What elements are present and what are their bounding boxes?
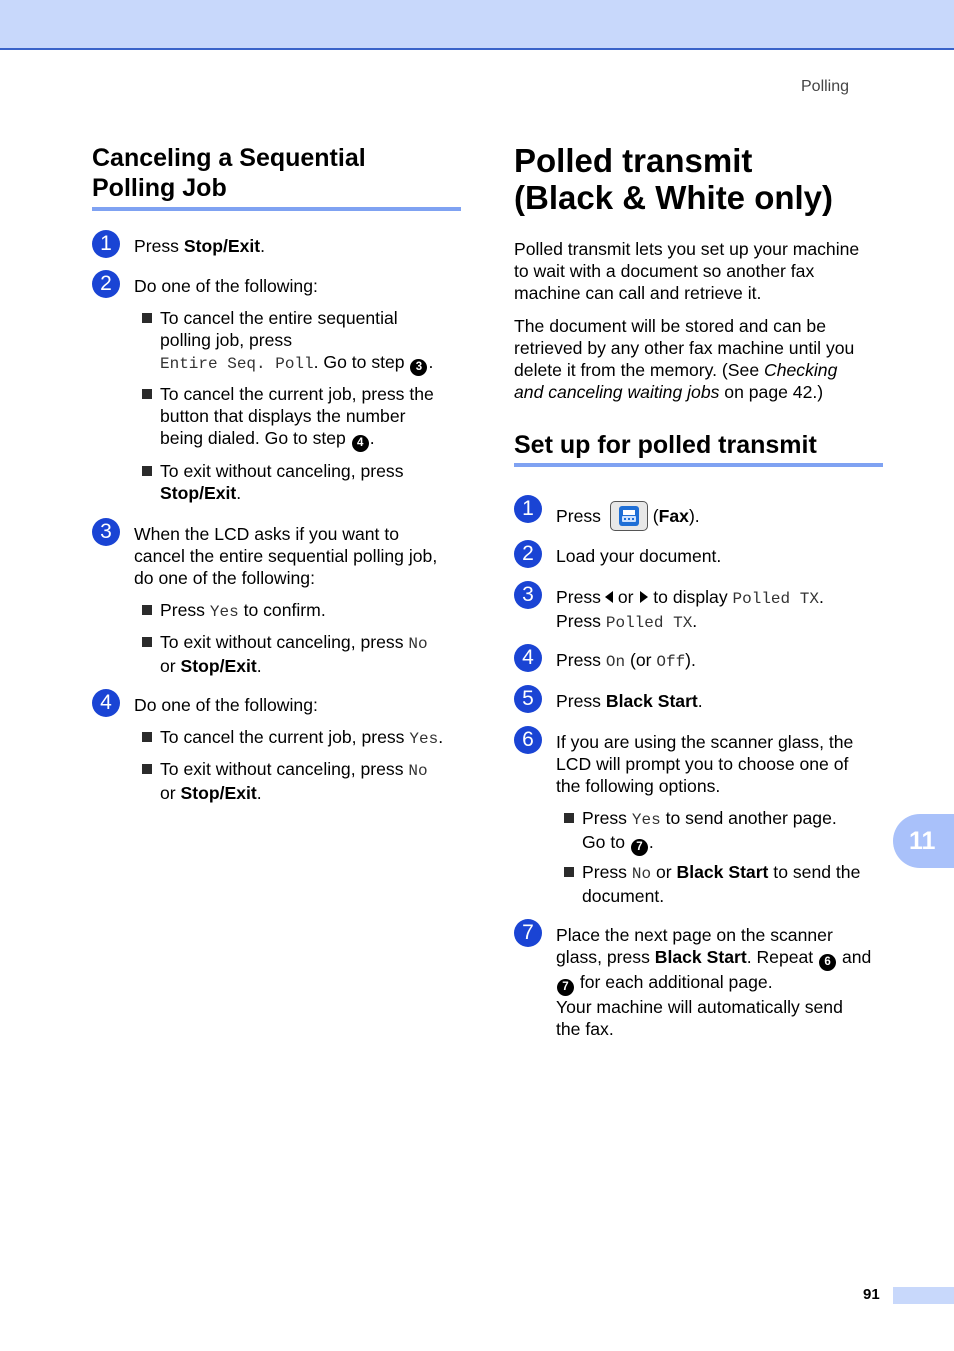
chapter-tab: 11 xyxy=(893,814,954,868)
step-number: 3 xyxy=(514,581,542,609)
section-rule xyxy=(92,207,461,211)
bullet-square xyxy=(142,764,152,774)
step-text: Load your document. xyxy=(556,546,722,566)
step-number: 2 xyxy=(92,270,120,298)
storage-paragraph: The document will be stored and can be retrieved by any other fax machine until you delete it from the memory. (See Checking and canceling waiting jobs on page 42.) xyxy=(514,316,855,402)
bullet-square xyxy=(564,867,574,877)
top-banner xyxy=(0,0,954,50)
step-text: Do one of the following: xyxy=(134,695,318,715)
step-text: Press or to display Polled TX. Press Polled TX. xyxy=(556,587,824,632)
step-number: 2 xyxy=(514,540,542,568)
step-text: Press Stop/Exit. xyxy=(134,236,266,256)
step-number: 6 xyxy=(514,726,542,754)
bullet-square xyxy=(142,605,152,615)
running-head: Polling xyxy=(801,78,850,95)
step-number: 5 xyxy=(514,685,542,713)
bullet-square xyxy=(142,637,152,647)
step-ref-6: 6 xyxy=(819,954,836,971)
bullet-square xyxy=(142,389,152,399)
step-ref-3: 3 xyxy=(410,359,427,376)
step-text: Press Black Start. xyxy=(556,691,703,711)
step-number: 4 xyxy=(514,644,542,672)
page-number: 91 xyxy=(863,1286,880,1303)
fax-icon xyxy=(618,505,640,527)
step-number: 1 xyxy=(514,495,542,523)
step-number: 1 xyxy=(92,230,120,258)
subsection-rule xyxy=(514,463,883,467)
step-text: Place the next page on the scanner glass, press Black Start. Repeat 6 and 7 for each additional page. Your machine will automatically send the fax. xyxy=(556,925,872,1039)
step-ref-4: 4 xyxy=(352,435,369,452)
step-ref-7: 7 xyxy=(631,839,648,856)
step-text: If you are using the scanner glass, the LCD will prompt you to choose one of the following options. xyxy=(556,732,854,796)
step-number: 4 xyxy=(92,689,120,717)
bullet-square xyxy=(564,813,574,823)
step-text: Press (Fax). xyxy=(556,501,886,531)
step-text: Do one of the following: xyxy=(134,276,318,296)
step-number: 7 xyxy=(514,919,542,947)
intro-paragraph: Polled transmit lets you set up your machine to wait with a document so another fax machine can call and retrieve it. xyxy=(514,239,860,303)
chapter-section-title: Polled transmit (Black & White only) xyxy=(514,142,834,216)
step-text: Press On (or Off). xyxy=(556,650,696,671)
bullet-square xyxy=(142,732,152,742)
page-number-tab xyxy=(893,1287,954,1304)
bullet-square xyxy=(142,313,152,323)
bullet-square xyxy=(142,466,152,476)
section-title-canceling: Canceling a Sequential Polling Job xyxy=(92,144,366,202)
subsection-title: Set up for polled transmit xyxy=(514,431,817,459)
step-text: When the LCD asks if you want to cancel the entire sequential polling job, do one of the following: xyxy=(134,524,438,588)
left-arrow-icon xyxy=(605,591,613,603)
fax-button[interactable] xyxy=(610,501,648,531)
step-ref-7: 7 xyxy=(557,979,574,996)
step-number: 3 xyxy=(92,518,120,546)
